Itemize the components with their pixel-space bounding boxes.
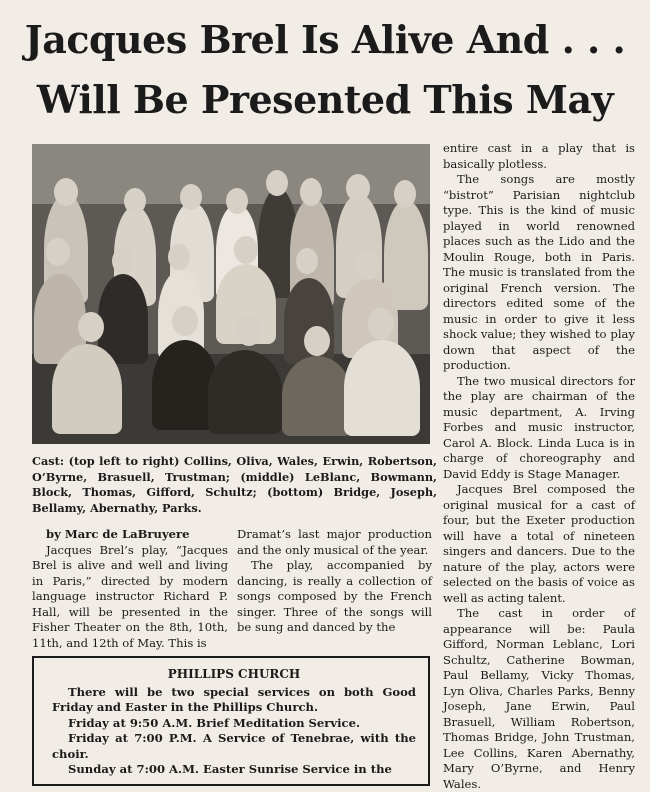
article-paragraph: entire cast in a play that is basically plotless. (443, 141, 635, 171)
article-paragraph: Jacques Brel’s play, “Jacques Brel is alive and well and living in Paris,” directed by modern language instructor Richard P. Hall, will be presented in the Fisher Theater on the 8th, 10th, 11th, and 12th of May. This is (32, 542, 228, 650)
headline-line-2: Will Be Presented This May (36, 77, 614, 122)
notice-line: There will be two special services on both Good Friday and Easter in the Phillips Church. (52, 684, 416, 714)
article-paragraph: Dramat’s last major production and the only musical of the year. (237, 527, 432, 557)
phillips-church-notice (32, 656, 430, 786)
article-column-3 (443, 141, 635, 792)
article-paragraph: The two musical directors for the play are chairman of the music department, A. Irving Forbes and music instructor, Carol A. Block. Linda Luca is in charge of choreography and David Eddy is Stage Manager. (443, 373, 635, 481)
article-paragraph: Jacques Brel composed the original musical for a cast of four, but the Exeter production will have a total of nineteen singers and dancers. Due to the nature of the play, actors were selected on the basis of voice as well as acting talent. (443, 482, 635, 605)
notice-line: Friday at 7:00 P.M. A Service of Tenebrae, with the choir. (52, 731, 416, 761)
article-paragraph: The songs are mostly “bistrot” Parisian nightclub type. This is the kind of music played in world renowned places such as the Lido and the Moulin Rouge, both in Paris. The music is translated from the original French version. The directors edited some of the music in order to give it less shock value; they wished to play down that aspect of the production. (443, 172, 635, 372)
photo-caption: Cast: (top left to right) Collins, Oliva, Wales, Erwin, Robertson, O’Byrne, Brasuell, Trustman; (middle) LeBlanc, Bowmann, Block, Thomas, Gifford, Schultz; (bottom) Bridge, Joseph, Bellamy, Abernathy, Parks. (32, 454, 437, 515)
notice-title: PHILLIPS CHURCH (167, 667, 301, 681)
headline-line-1: Jacques Brel Is Alive And . . . (24, 17, 626, 62)
notice-line: Friday at 9:50 A.M. Brief Meditation Service. (68, 715, 361, 730)
notice-line: Sunday at 7:00 A.M. Easter Sunrise Service in the (68, 762, 392, 776)
byline: by Marc de LaBruyere (46, 527, 190, 541)
cast-photo (32, 144, 430, 444)
article-column-2 (237, 527, 432, 636)
article-column-1 (32, 527, 228, 651)
article-paragraph: The play, accompanied by dancing, is really a collection of songs composed by the French singer. Three of the songs will be sung and danced by the (237, 558, 432, 634)
article-paragraph: The cast in order of appearance will be: Paula Gifford, Norman Leblanc, Lori Schultz, Catherine Bowman, Paul Bellamy, Vicky Thomas, Lyn Oliva, Charles Parks, Benny Joseph, Jane Erwin, Paul Brasuell, William Robertson, Thomas Bridge, John Trustman, Lee Collins, Karen Abernathy, Mary O’Byrne, and Henry Wales. (443, 606, 635, 791)
